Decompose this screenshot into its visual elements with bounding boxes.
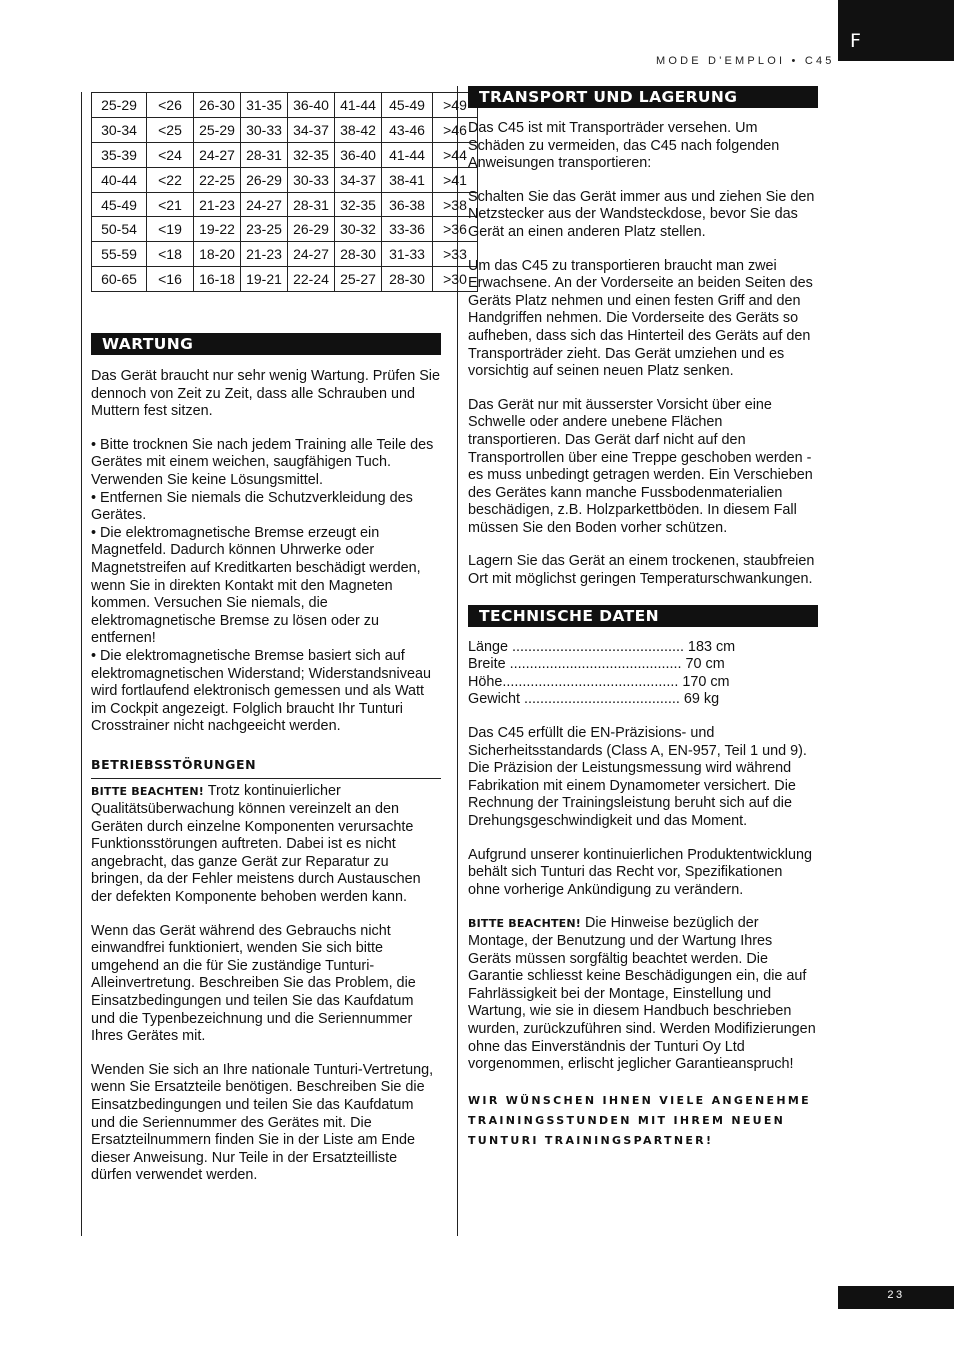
section-title-technische-daten: TECHNISCHE DATEN bbox=[468, 605, 818, 627]
table-cell: 30-33 bbox=[288, 167, 335, 192]
table-cell: 41-44 bbox=[335, 93, 382, 118]
table-cell: 34-37 bbox=[335, 167, 382, 192]
table-cell: 30-33 bbox=[241, 117, 288, 142]
norms-table bbox=[91, 92, 478, 292]
section-title-betriebsstoerungen: BETRIEBSSTÖRUNGEN bbox=[91, 756, 441, 780]
table-cell: 31-35 bbox=[241, 93, 288, 118]
closing-message: WIR WÜNSCHEN IHNEN VIELE ANGENEHME TRAININGSSTUNDEN MIT IHREM NEUEN TUNTURI TRAININGSPARTNER! bbox=[468, 1093, 811, 1147]
table-cell: 31-33 bbox=[382, 242, 433, 267]
table-cell: <26 bbox=[147, 93, 194, 118]
table-cell: 32-35 bbox=[335, 192, 382, 217]
table-cell: 28-31 bbox=[241, 142, 288, 167]
wartung-bullet: • Die elektromagnetische Bremse basiert sich auf elektromagnetischen Widerstand; Widerstandsniveau wird fortlaufend elektronisch gemessen und als Watt im Cockpit angezeigt. Folglich braucht Ihr Tunturi Crosstrainer nicht nachgeeicht werden. bbox=[91, 647, 431, 735]
table-cell: 50-54 bbox=[92, 217, 147, 242]
table-cell: 43-46 bbox=[382, 117, 433, 142]
table-cell: >33 bbox=[433, 242, 478, 267]
table-cell: 23-25 bbox=[241, 217, 288, 242]
transport-paragraph: Das Gerät nur mit äusserster Vorsicht über eine Schwelle oder andere unebene Flächen transportieren. Das Gerät darf nicht auf den Transportrollen über eine Treppe geschoben werden - es muss unbedingt getragen werden. Ein Verschieben des Gerätes kann manche Fussbodenmaterialien beschädigen, z.B. Holzparkettböden. In diesem Fall müssen Sie den Boden vorher schützen. bbox=[468, 396, 813, 536]
table-cell: 22-24 bbox=[288, 267, 335, 292]
technische-daten-paragraph: Aufgrund unserer kontinuierlichen Produktentwicklung behält sich Tunturi das Recht vor, Spezifikationen ohne vorherige Ankündigung zu verändern. bbox=[468, 846, 812, 898]
note-text: Die Hinweise bezüglich der Montage, der Benutzung und der Wartung Ihres Geräts müssen sorgfältig beachtet werden. Die Garantie schliesst keine Beschädigungen ein, die auf Fahrlässigkeit bei der Montage, Einstellung und Wartung, wie sie in diesem Handbuch beschrieben wurden, zurückzuführen sind. Werden Modifizierungen ohne das Einverständnis der Tunturi Oy Ltd vorgenommen, erlischt jeglicher Garantieanspruch! bbox=[468, 915, 816, 1073]
table-cell: >41 bbox=[433, 167, 478, 192]
table-cell: 33-36 bbox=[382, 217, 433, 242]
note-label: BITTE BEACHTEN! bbox=[468, 917, 582, 931]
betriebsstoerungen-paragraph: Wenden Sie sich an Ihre nationale Tunturi-Vertretung, wenn Sie Ersatzteile benötigen. Beschreiben Sie die Einsatzbedingungen und teilen Sie das Kaufdatum und die Seriennummer des Gerätes mit. Die Ersatzteilnummern finden Sie in der Liste am Ende dieser Anweisung. Nur Teile in der Ersatzteilliste dürfen verwendet werden. bbox=[91, 1061, 434, 1184]
section-title-wartung: WARTUNG bbox=[91, 333, 441, 355]
table-row bbox=[92, 117, 478, 142]
table-row bbox=[92, 267, 478, 292]
table-cell: 28-31 bbox=[288, 192, 335, 217]
table-cell: 41-44 bbox=[382, 142, 433, 167]
table-cell: 28-30 bbox=[335, 242, 382, 267]
table-cell: 45-49 bbox=[92, 192, 147, 217]
transport-paragraph: Lagern Sie das Gerät an einem trockenen, staubfreien Ort mit möglichst geringen Temperaturschwankungen. bbox=[468, 553, 815, 588]
table-cell: 32-35 bbox=[288, 142, 335, 167]
table-cell: 36-40 bbox=[288, 93, 335, 118]
table-cell: 18-20 bbox=[194, 242, 241, 267]
note-text: Trotz kontinuierlicher Qualitätsüberwachung können vereinzelt an den Geräten durch einzelne Komponenten verursachte Funktionsstörungen auftreten. Dabei ist es nicht angebracht, das ganze Gerät zur Reparatur zu bringen, da der Fehler meistens durch Austauschen der defekten Komponente behoben werden kann. bbox=[91, 783, 421, 906]
table-row bbox=[92, 167, 478, 192]
table-row bbox=[92, 242, 478, 267]
table-cell: 30-32 bbox=[335, 217, 382, 242]
table-cell: 60-65 bbox=[92, 267, 147, 292]
table-cell: >44 bbox=[433, 142, 478, 167]
wartung-bullet: • Entfernen Sie niemals die Schutzverkleidung des Gerätes. bbox=[91, 489, 413, 524]
table-cell: >38 bbox=[433, 192, 478, 217]
table-cell: 38-42 bbox=[335, 117, 382, 142]
table-cell: >46 bbox=[433, 117, 478, 142]
running-head: MODE D'EMPLOI • C45 bbox=[656, 55, 835, 67]
table-cell: 19-22 bbox=[194, 217, 241, 242]
table-cell: <22 bbox=[147, 167, 194, 192]
table-cell: 24-27 bbox=[241, 192, 288, 217]
table-cell: 21-23 bbox=[194, 192, 241, 217]
technische-daten-note bbox=[468, 915, 818, 1073]
betriebsstoerungen-paragraph: Wenn das Gerät während des Gebrauchs nicht einwandfrei funktioniert, wenden Sie sich bitte umgehend an die für Sie zuständige Tunturi-Alleinvertretung. Beschreiben Sie das Problem, die Einsatzbedingungen und teilen Sie das Kaufdatum und die Typenbezeichnung und die Seriennummer Ihres Gerätes mit. bbox=[91, 922, 416, 1045]
table-cell: <21 bbox=[147, 192, 194, 217]
table-cell: 26-29 bbox=[241, 167, 288, 192]
table-cell: 26-29 bbox=[288, 217, 335, 242]
wartung-bullet: • Bitte trocknen Sie nach jedem Training alle Teile des Gerätes mit einem weichen, saugfähigen Tuch. Verwenden Sie keine Lösungsmittel. bbox=[91, 436, 434, 488]
table-row bbox=[92, 217, 478, 242]
table-row bbox=[92, 142, 478, 167]
table-cell: 25-29 bbox=[92, 93, 147, 118]
spec-row: Höhe............................................ 170 cm bbox=[468, 673, 730, 690]
transport-paragraph: Das C45 ist mit Transporträder versehen. Um Schäden zu vermeiden, das C45 nach folgenden Anweisungen transportieren: bbox=[468, 120, 780, 172]
table-cell: >49 bbox=[433, 93, 478, 118]
section-title-transport: TRANSPORT UND LAGERUNG bbox=[468, 86, 818, 108]
table-cell: 26-30 bbox=[194, 93, 241, 118]
table-cell: <24 bbox=[147, 142, 194, 167]
technische-daten-paragraph: Das C45 erfüllt die EN-Präzisions- und Sicherheitsstandards (Class A, EN-957, Teil 1 und 9). Die Präzision der Leistungsmessung wird während Fabrikation mit einem Dynamometer versichert. Die Rechnung der Trainingsleistung beruht sich auf die Drehungsgeschwindigkeit und das Moment. bbox=[468, 725, 807, 829]
table-cell: 35-39 bbox=[92, 142, 147, 167]
table-cell: 16-18 bbox=[194, 267, 241, 292]
table-cell: >30 bbox=[433, 267, 478, 292]
table-cell: 45-49 bbox=[382, 93, 433, 118]
table-cell: <18 bbox=[147, 242, 194, 267]
table-row bbox=[92, 192, 478, 217]
table-cell: <16 bbox=[147, 267, 194, 292]
table-cell: 28-30 bbox=[382, 267, 433, 292]
transport-paragraph: Um das C45 zu transportieren braucht man zwei Erwachsene. An der Vorderseite an beiden Seiten des Geräts Platz nehmen und einen festen Griff and den Handgriffen nehmen. Die Vorderseite des Geräts so aufheben, dass sich das Hinterteil des Geräts auf den Transporträder zieht. Das Gerät umziehen und es vorsichtig auf seinen neuen Platz senken. bbox=[468, 257, 813, 380]
table-cell: 25-29 bbox=[194, 117, 241, 142]
left-column bbox=[91, 333, 441, 1185]
left-column-rule bbox=[81, 92, 82, 1236]
right-column bbox=[468, 86, 818, 1151]
table-row bbox=[92, 93, 478, 118]
table-cell: 25-27 bbox=[335, 267, 382, 292]
table-cell: 36-40 bbox=[335, 142, 382, 167]
table-cell: 30-34 bbox=[92, 117, 147, 142]
table-cell: <19 bbox=[147, 217, 194, 242]
spec-row: Breite ........................................... 70 cm bbox=[468, 656, 725, 673]
spec-row: Länge ........................................... 183 cm bbox=[468, 638, 736, 655]
table-cell: 19-21 bbox=[241, 267, 288, 292]
table-cell: 34-37 bbox=[288, 117, 335, 142]
transport-paragraph: Schalten Sie das Gerät immer aus und ziehen Sie den Netzstecker aus der Wandsteckdose, bevor Sie das Gerät an einen anderen Platz stellen. bbox=[468, 188, 815, 240]
spec-row: Gewicht ....................................... 69 kg bbox=[468, 691, 720, 708]
table-cell: 55-59 bbox=[92, 242, 147, 267]
wartung-intro: Das Gerät braucht nur sehr wenig Wartung. Prüfen Sie dennoch von Zeit zu Zeit, dass alle Schrauben und Muttern fest sitzen. bbox=[91, 368, 441, 420]
language-tab: F bbox=[838, 0, 954, 61]
betriebsstoerungen-note bbox=[91, 783, 441, 906]
table-cell: 36-38 bbox=[382, 192, 433, 217]
table-cell: 24-27 bbox=[288, 242, 335, 267]
table-cell: 38-41 bbox=[382, 167, 433, 192]
table-cell: 24-27 bbox=[194, 142, 241, 167]
page-number: 23 bbox=[838, 1286, 954, 1309]
wartung-bullet: • Die elektromagnetische Bremse erzeugt ein Magnetfeld. Dadurch können Uhrwerke oder Magnetstreifen auf Kreditkarten beschädigt werden, wenn Sie in direkten Kontakt mit den Magneten kommen. Versuchen Sie niemals, die elektromagnetische Bremse zu lösen oder zu entfernen! bbox=[91, 524, 421, 647]
note-label: BITTE BEACHTEN! bbox=[91, 785, 205, 799]
table-cell: <25 bbox=[147, 117, 194, 142]
table-cell: 40-44 bbox=[92, 167, 147, 192]
table-cell: >36 bbox=[433, 217, 478, 242]
table-cell: 22-25 bbox=[194, 167, 241, 192]
table-cell: 21-23 bbox=[241, 242, 288, 267]
